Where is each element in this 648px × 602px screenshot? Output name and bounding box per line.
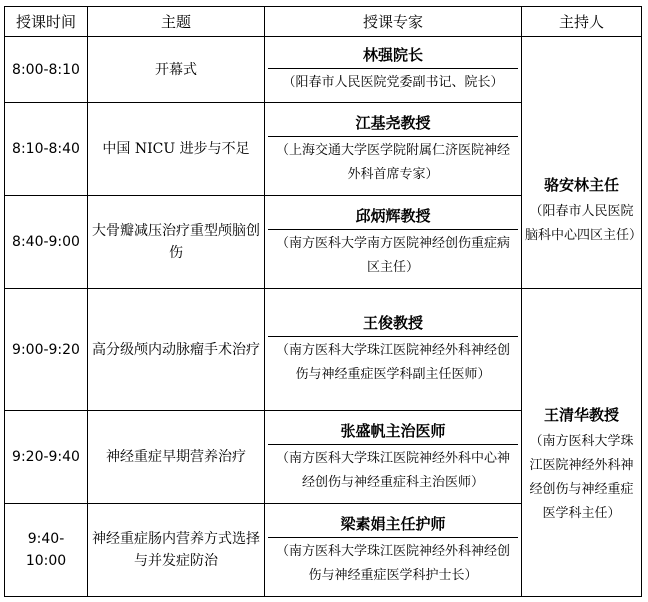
time-cell: 8:10-8:40	[5, 103, 88, 196]
lecture-schedule-table	[4, 6, 642, 597]
topic-cell: 大骨瓣减压治疗重型颅脑创伤	[88, 196, 265, 289]
host-name: 骆安林主任	[543, 175, 619, 194]
expert-cell	[265, 196, 522, 289]
expert-affiliation: （上海交通大学医学院附属仁济医院神经外科首席专家）	[275, 142, 510, 182]
header-host: 主持人	[522, 7, 642, 37]
host-block	[525, 78, 643, 248]
time-cell: 9:40-10:00	[5, 504, 88, 597]
expert-name: 江基尧教授	[355, 113, 431, 132]
expert-name: 梁素娟主任护师	[340, 514, 446, 533]
expert-name: 王俊教授	[362, 314, 423, 332]
topic-cell: 开幕式	[88, 37, 265, 103]
expert-name: 张盛帆主治医师	[340, 421, 446, 440]
expert-name: 邱炳辉教授	[355, 206, 431, 225]
expert-affiliation: （南方医科大学珠江医院神经外科神经创伤与神经重症医学科护士长）	[275, 543, 510, 583]
expert-cell	[265, 37, 522, 103]
host-affiliation: （南方医科大学珠江医院神经外科神经创伤与神经重症医学科主任）	[529, 433, 634, 521]
header-topic: 主题	[88, 7, 265, 37]
table-row	[5, 289, 642, 411]
topic-cell: 神经重症肠内营养方式选择与并发症防治	[88, 504, 265, 597]
host-affiliation: （阳春市人民医院脑科中心四区主任）	[525, 203, 643, 243]
expert-affiliation: （南方医科大学南方医院神经创伤重症病区主任）	[275, 235, 510, 275]
table-row	[5, 37, 642, 103]
host-cell	[522, 289, 642, 597]
topic-cell: 神经重症早期营养治疗	[88, 411, 265, 504]
time-cell: 9:20-9:40	[5, 411, 88, 504]
topic-cell: 高分级颅内动脉瘤手术治疗	[88, 289, 265, 411]
time-cell: 9:00-9:20	[5, 289, 88, 411]
expert-cell	[265, 103, 522, 196]
expert-cell	[265, 289, 522, 411]
expert-cell	[265, 504, 522, 597]
expert-affiliation: （南方医科大学珠江医院神经外科神经创伤与神经重症医学科副主任医师）	[275, 343, 510, 382]
time-cell: 8:00-8:10	[5, 37, 88, 103]
expert-cell	[265, 411, 522, 504]
topic-cell: 中国 NICU 进步与不足	[88, 103, 265, 196]
time-cell: 8:40-9:00	[5, 196, 88, 289]
header-row	[5, 7, 642, 37]
header-expert: 授课专家	[265, 7, 522, 37]
host-block	[525, 360, 638, 526]
expert-name: 林强院长	[362, 46, 423, 64]
host-cell	[522, 37, 642, 289]
header-time: 授课时间	[5, 7, 88, 37]
expert-affiliation: （阳春市人民医院党委副书记、院长）	[282, 75, 504, 90]
host-name: 王清华教授	[543, 405, 619, 424]
expert-affiliation: （南方医科大学珠江医院神经外科中心神经创伤与神经重症科主治医师）	[275, 450, 510, 490]
